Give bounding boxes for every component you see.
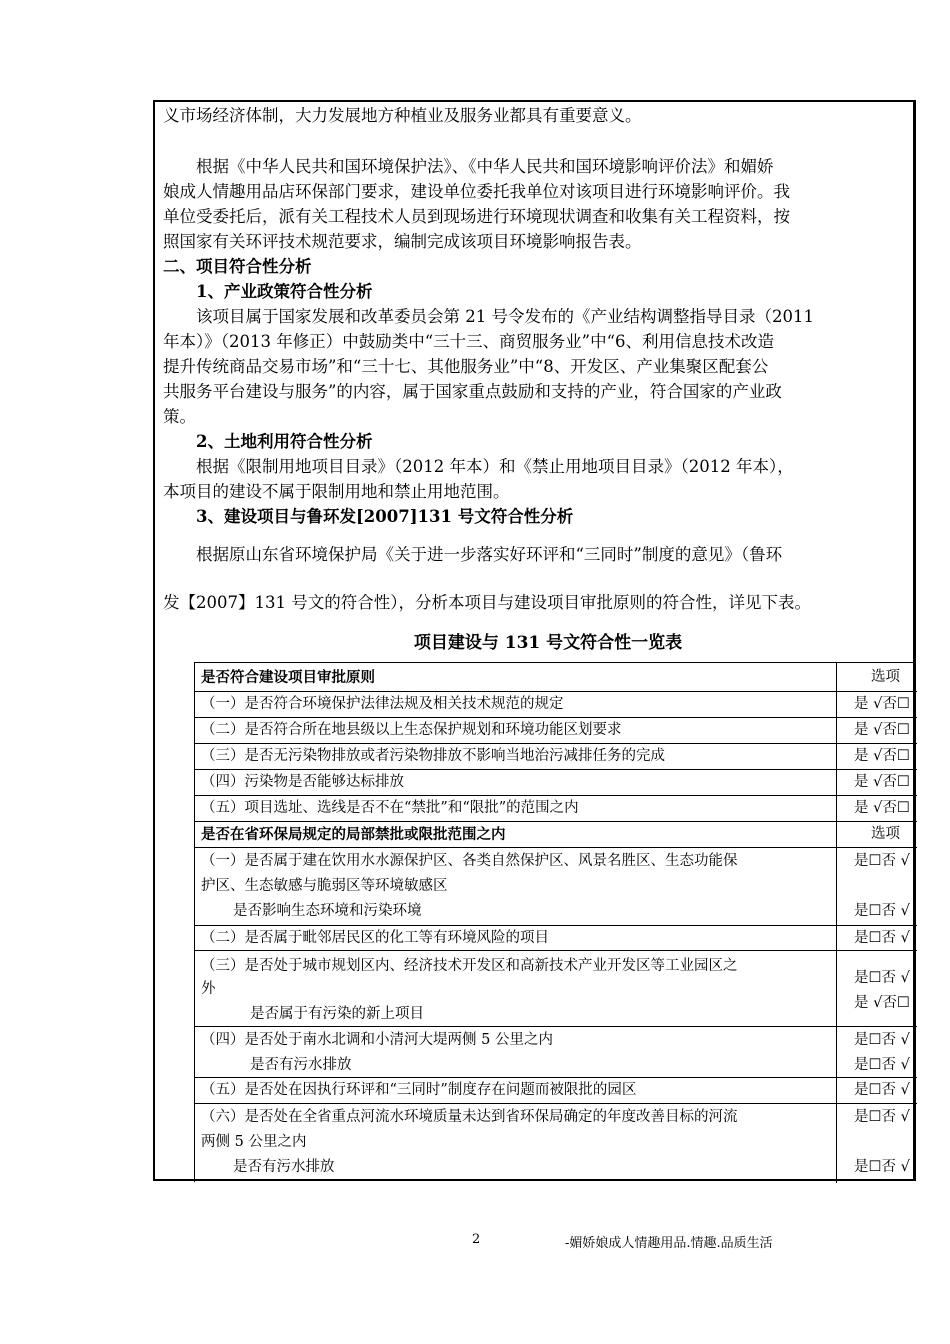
- paragraph-line: 根据原山东省环境保护局《关于进一步落实好环评和“三同时”制度的意见》（鲁环: [196, 545, 783, 564]
- table-title: 项目建设与 131 号文符合性一览表: [413, 633, 683, 653]
- table-row: [195, 744, 917, 770]
- table-row: [195, 1078, 917, 1104]
- section-header: 是否在省环保局规定的局部禁批或限批范围之内: [195, 822, 837, 847]
- subsection-heading: 3、建设项目与鲁环发[2007]131 号文符合性分析: [196, 507, 574, 526]
- option-value: 是☐否 √: [854, 853, 910, 869]
- section-heading: 二、项目符合性分析: [163, 257, 312, 276]
- table-header-row: [195, 663, 917, 692]
- criterion: （五）项目选址、选线是否不在“禁批”和“限批”的范围之内: [195, 796, 837, 821]
- table-header-row: [195, 822, 917, 848]
- option-value: 是☐否 √: [854, 1109, 910, 1125]
- option-header: 选项: [871, 826, 900, 842]
- option-value: 是 √否☐: [854, 696, 910, 712]
- option-header: 选项: [871, 669, 900, 685]
- paragraph-line: 娘成人情趣用品店环保部门要求，建设单位委托我单位对该项目进行环境影响评价。我: [163, 182, 790, 201]
- criterion-cell: [195, 1104, 837, 1183]
- table-row: [195, 692, 917, 718]
- option-value: 是☐否 √: [854, 1032, 910, 1048]
- criterion: （三）是否无污染物排放或者污染物排放不影响当地治污减排任务的完成: [195, 744, 837, 769]
- option-cell: [837, 1027, 917, 1077]
- page-number: 2: [472, 1232, 481, 1247]
- paragraph-line: 该项目属于国家发展和改革委员会第 21 号令发布的《产业结构调整指导目录（2011: [196, 307, 814, 326]
- option-cell: [837, 951, 917, 1026]
- table-row: [195, 796, 917, 822]
- option-value: 是☐否 √: [854, 1082, 910, 1098]
- section-header: 是否符合建设项目审批原则: [195, 663, 837, 691]
- criterion-cell: [195, 951, 837, 1026]
- criterion: （四）是否处于南水北调和小清河大堤两侧 5 公里之内: [201, 1032, 553, 1048]
- criterion: （一）是否属于建在饮用水水源保护区、各类自然保护区、风景名胜区、生态功能保: [201, 853, 738, 869]
- paragraph-line: 年本）》（2013 年修正）中鼓励类中“三十三、商贸服务业”中“6、利用信息技术改造: [163, 332, 775, 351]
- paragraph-line: 根据《中华人民共和国环境保护法》、《中华人民共和国环境影响评价法》和媚娇: [196, 157, 774, 176]
- criterion: 是否有污水排放: [250, 1057, 352, 1073]
- option-cell: [837, 848, 917, 925]
- option-cell: [837, 1104, 917, 1183]
- table-row: [195, 1027, 917, 1078]
- option-value: 是 √否☐: [854, 774, 910, 790]
- option-value: 是☐否 √: [854, 970, 910, 986]
- option-value: 是☐否 √: [854, 903, 910, 919]
- option-value: 是 √否☐: [854, 800, 910, 816]
- criterion: （六）是否处在全省重点河流水环境质量未达到省环保局确定的年度改善目标的河流: [201, 1109, 738, 1125]
- criterion: 外: [201, 981, 216, 997]
- paragraph-line: 照国家有关环评技术规范要求，编制完成该项目环境影响报告表。: [163, 232, 642, 251]
- option-value: 是☐否 √: [854, 930, 910, 946]
- compliance-table: [194, 662, 916, 1182]
- paragraph-line: 本项目的建设不属于限制用地和禁止用地范围。: [163, 482, 510, 501]
- paragraph-line: 单位受委托后，派有关工程技术人员到现场进行环境现状调查和收集有关工程资料，按: [163, 207, 790, 226]
- option-value: 是 √否☐: [854, 995, 910, 1011]
- option-value: 是 √否☐: [854, 722, 910, 738]
- criterion: （二）是否属于毗邻居民区的化工等有环境风险的项目: [195, 926, 837, 950]
- criterion: （二）是否符合所在地县级以上生态保护规划和环境功能区划要求: [195, 718, 837, 743]
- option-value: 是 √否☐: [854, 748, 910, 764]
- criterion: （一）是否符合环境保护法律法规及相关技术规范的规定: [195, 692, 837, 717]
- criterion: 两侧 5 公里之内: [201, 1134, 307, 1150]
- paragraph-line: 义市场经济体制，大力发展地方种植业及服务业都具有重要意义。: [163, 106, 642, 125]
- footer-text: -媚娇娘成人情趣用品.情趣.品质生活: [565, 1236, 773, 1251]
- paragraph-line: 共服务平台建设与服务”的内容，属于国家重点鼓励和支持的产业，符合国家的产业政: [163, 382, 782, 401]
- paragraph-line: 发【2007】131 号文的符合性），分析本项目与建设项目审批原则的符合性，详见下表。: [163, 593, 811, 612]
- paragraph-line: 根据《限制用地项目目录》（2012 年本）和《禁止用地项目目录》（2012 年本），: [196, 457, 794, 476]
- criterion: （四）污染物是否能够达标排放: [195, 770, 837, 795]
- criterion-cell: [195, 1027, 837, 1077]
- criterion-cell: [195, 848, 837, 925]
- option-value: 是☐否 √: [854, 1159, 910, 1175]
- table-row: [195, 770, 917, 796]
- table-row: [195, 1104, 917, 1183]
- table-row: [195, 718, 917, 744]
- criterion: 是否有污水排放: [233, 1159, 335, 1175]
- criterion: 是否影响生态环境和污染环境: [233, 903, 422, 919]
- table-row: [195, 848, 917, 926]
- criterion: （三）是否处于城市规划区内、经济技术开发区和高新技术产业开发区等工业园区之: [201, 958, 738, 974]
- table-row: [195, 926, 917, 951]
- subsection-heading: 1、产业政策符合性分析: [196, 282, 373, 301]
- criterion: （五）是否处在因执行环评和“三同时”制度存在问题而被限批的园区: [195, 1078, 837, 1103]
- subsection-heading: 2、土地利用符合性分析: [196, 432, 373, 451]
- option-value: 是☐否 √: [854, 1057, 910, 1073]
- paragraph-line: 策。: [163, 407, 196, 426]
- criterion: 是否属于有污染的新上项目: [250, 1006, 424, 1022]
- paragraph-line: 提升传统商品交易市场”和“三十七、其他服务业”中“8、开发区、产业集聚区配套公: [163, 357, 769, 376]
- table-row: [195, 951, 917, 1027]
- criterion: 护区、生态敏感与脆弱区等环境敏感区: [201, 878, 448, 894]
